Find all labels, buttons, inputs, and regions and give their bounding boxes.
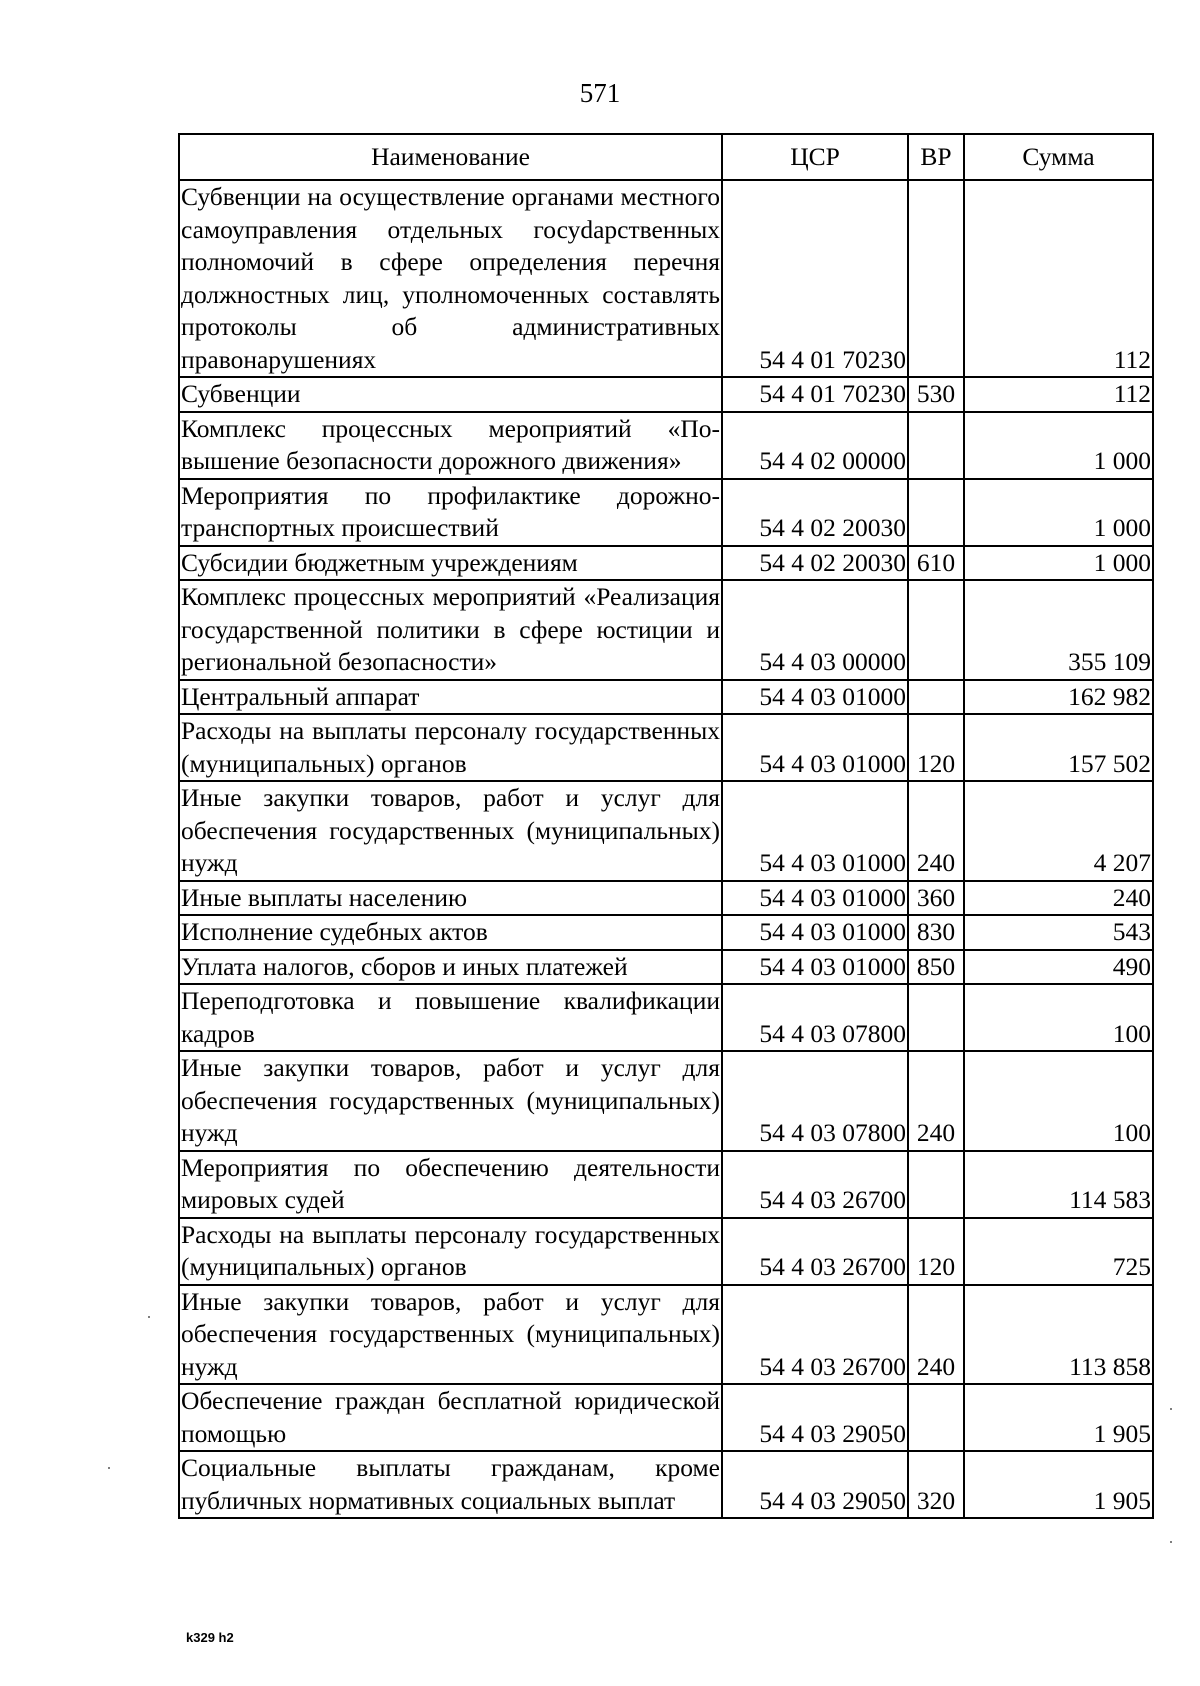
table-row bbox=[179, 546, 1153, 581]
table-row bbox=[179, 1151, 1153, 1218]
cell-name: Переподготовка и повышение квалификации кадров bbox=[179, 984, 722, 1051]
cell-name: Обеспечение граждан бесплатной юридической помощью bbox=[179, 1384, 722, 1451]
cell-sum: 112 bbox=[964, 377, 1153, 412]
table-row bbox=[179, 479, 1153, 546]
table-row bbox=[179, 680, 1153, 715]
cell-vr: 530 bbox=[908, 377, 964, 412]
cell-vr bbox=[908, 580, 964, 680]
table-row bbox=[179, 1285, 1153, 1385]
cell-csr: 54 4 03 01000 bbox=[722, 781, 908, 881]
cell-name: Исполнение судебных актов bbox=[179, 915, 722, 950]
table-header-row bbox=[179, 134, 1153, 180]
cell-csr: 54 4 02 00000 bbox=[722, 412, 908, 479]
table-row bbox=[179, 950, 1153, 985]
cell-vr bbox=[908, 479, 964, 546]
cell-sum: 114 583 bbox=[964, 1151, 1153, 1218]
page-number: 571 bbox=[579, 78, 621, 108]
cell-name: Иные закупки товаров, работ и услуг для обеспечения государственных (муниципальных) нужд bbox=[179, 1051, 722, 1151]
cell-name: Комплекс процессных мероприятий «Реализация государственной политики в сфере юстиции и региональной безопасности» bbox=[179, 580, 722, 680]
cell-sum: 490 bbox=[964, 950, 1153, 985]
cell-sum: 4 207 bbox=[964, 781, 1153, 881]
cell-vr: 120 bbox=[908, 714, 964, 781]
cell-vr: 360 bbox=[908, 881, 964, 916]
cell-csr: 54 4 01 70230 bbox=[722, 180, 908, 377]
table-row bbox=[179, 984, 1153, 1051]
cell-csr: 54 4 02 20030 bbox=[722, 546, 908, 581]
cell-csr: 54 4 03 26700 bbox=[722, 1285, 908, 1385]
cell-sum: 113 858 bbox=[964, 1285, 1153, 1385]
cell-csr: 54 4 02 20030 bbox=[722, 479, 908, 546]
cell-vr: 320 bbox=[908, 1451, 964, 1518]
cell-vr: 120 bbox=[908, 1218, 964, 1285]
cell-sum: 100 bbox=[964, 984, 1153, 1051]
footer-code: k329 h2 bbox=[186, 1630, 234, 1645]
cell-vr: 610 bbox=[908, 546, 964, 581]
table-row bbox=[179, 1051, 1153, 1151]
cell-name: Комплекс процессных мероприятий «Повышение безопасности дорожного движения» bbox=[179, 412, 722, 479]
cell-csr: 54 4 03 29050 bbox=[722, 1451, 908, 1518]
cell-csr: 54 4 03 00000 bbox=[722, 580, 908, 680]
cell-name: Субвенции bbox=[179, 377, 722, 412]
cell-sum: 157 502 bbox=[964, 714, 1153, 781]
cell-vr bbox=[908, 1151, 964, 1218]
cell-sum: 1 905 bbox=[964, 1384, 1153, 1451]
cell-csr: 54 4 03 29050 bbox=[722, 1384, 908, 1451]
cell-name: Центральный аппарат bbox=[179, 680, 722, 715]
cell-sum: 1 000 bbox=[964, 546, 1153, 581]
header-sum: Сумма bbox=[964, 134, 1153, 180]
cell-sum: 162 982 bbox=[964, 680, 1153, 715]
scan-speck bbox=[1170, 1541, 1172, 1543]
cell-csr: 54 4 03 07800 bbox=[722, 1051, 908, 1151]
cell-csr: 54 4 03 07800 bbox=[722, 984, 908, 1051]
cell-sum: 112 bbox=[964, 180, 1153, 377]
cell-csr: 54 4 03 26700 bbox=[722, 1151, 908, 1218]
cell-name: Иные закупки товаров, работ и услуг для обеспечения государственных (муниципальных) нужд bbox=[179, 1285, 722, 1385]
header-csr: ЦСР bbox=[722, 134, 908, 180]
cell-name: Иные закупки товаров, работ и услуг для обеспечения государственных (муниципальных) нужд bbox=[179, 781, 722, 881]
cell-csr: 54 4 03 01000 bbox=[722, 714, 908, 781]
cell-vr bbox=[908, 412, 964, 479]
cell-csr: 54 4 03 01000 bbox=[722, 881, 908, 916]
table-row bbox=[179, 915, 1153, 950]
cell-name: Расходы на выплаты персоналу государственных (муниципальных) органов bbox=[179, 1218, 722, 1285]
cell-sum: 543 bbox=[964, 915, 1153, 950]
cell-name: Мероприятия по профилактике дорожно-транспортных происшествий bbox=[179, 479, 722, 546]
table-row bbox=[179, 580, 1153, 680]
cell-name: Иные выплаты населению bbox=[179, 881, 722, 916]
header-vr: ВР bbox=[908, 134, 964, 180]
cell-name: Субвенции на осуществление органами местного самоуправления отдельных госуdарственных полномочий в сфере определения перечня должностных лиц, уполномоченных составлять протоколы об административных правонарушениях bbox=[179, 180, 722, 377]
scan-speck bbox=[108, 1467, 110, 1469]
cell-name: Субсидии бюджетным учреждениям bbox=[179, 546, 722, 581]
table-body bbox=[179, 180, 1153, 1518]
cell-vr: 240 bbox=[908, 1051, 964, 1151]
table-row bbox=[179, 377, 1153, 412]
cell-name: Уплата налогов, сборов и иных платежей bbox=[179, 950, 722, 985]
table-row bbox=[179, 1218, 1153, 1285]
cell-vr bbox=[908, 984, 964, 1051]
table-row bbox=[179, 412, 1153, 479]
cell-vr bbox=[908, 680, 964, 715]
cell-vr: 240 bbox=[908, 781, 964, 881]
cell-sum: 100 bbox=[964, 1051, 1153, 1151]
scan-speck bbox=[148, 1316, 150, 1318]
cell-sum: 725 bbox=[964, 1218, 1153, 1285]
cell-sum: 1 000 bbox=[964, 412, 1153, 479]
cell-csr: 54 4 03 01000 bbox=[722, 680, 908, 715]
cell-vr: 850 bbox=[908, 950, 964, 985]
cell-name: Социальные выплаты гражданам, кроме публичных нормативных социальных выплат bbox=[179, 1451, 722, 1518]
cell-sum: 355 109 bbox=[964, 580, 1153, 680]
scan-speck bbox=[1170, 1408, 1172, 1410]
cell-csr: 54 4 01 70230 bbox=[722, 377, 908, 412]
table-row bbox=[179, 1451, 1153, 1518]
cell-vr: 830 bbox=[908, 915, 964, 950]
cell-vr bbox=[908, 1384, 964, 1451]
cell-csr: 54 4 03 01000 bbox=[722, 950, 908, 985]
cell-vr: 240 bbox=[908, 1285, 964, 1385]
cell-csr: 54 4 03 01000 bbox=[722, 915, 908, 950]
cell-csr: 54 4 03 26700 bbox=[722, 1218, 908, 1285]
cell-name: Мероприятия по обеспечению деятельности мировых судей bbox=[179, 1151, 722, 1218]
table-row bbox=[179, 714, 1153, 781]
cell-sum: 1 000 bbox=[964, 479, 1153, 546]
table-row bbox=[179, 1384, 1153, 1451]
cell-sum: 1 905 bbox=[964, 1451, 1153, 1518]
budget-table bbox=[178, 133, 1154, 1519]
table-row bbox=[179, 781, 1153, 881]
cell-sum: 240 bbox=[964, 881, 1153, 916]
cell-vr bbox=[908, 180, 964, 377]
table-row bbox=[179, 881, 1153, 916]
header-name: Наименование bbox=[179, 134, 722, 180]
cell-name: Расходы на выплаты персоналу государственных (муниципальных) органов bbox=[179, 714, 722, 781]
table-row bbox=[179, 180, 1153, 377]
